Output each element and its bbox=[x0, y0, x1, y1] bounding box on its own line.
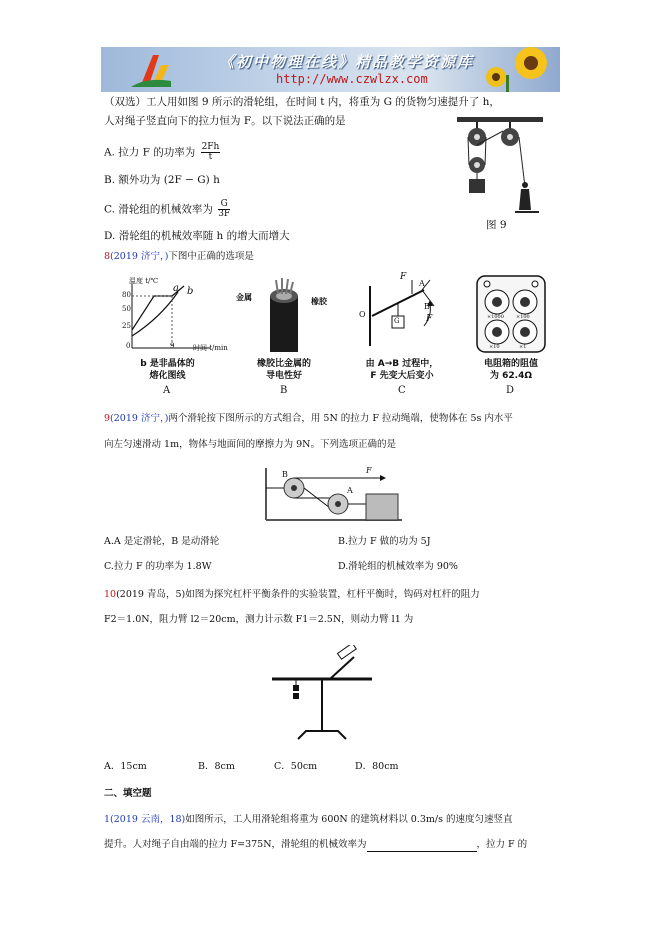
q1-source: (2019 云南，18) bbox=[110, 814, 186, 825]
pulley-stem-line1: （双选）工人用如图 9 所示的滑轮组，在时间 t 内，将重为 G 的货物匀速提升了 h， bbox=[104, 96, 500, 108]
q1-line2-part2: ，拉力 F 的 bbox=[476, 839, 528, 850]
q8-source: (2019 济宁，) bbox=[110, 251, 169, 262]
banner-url[interactable]: http://www.czwlzx.com bbox=[276, 72, 428, 86]
worker-icon bbox=[515, 182, 539, 212]
fig-c-caption-line2: F 先变大后变小 bbox=[370, 371, 434, 381]
q9-option-d: D.滑轮组的机械效率为 90% bbox=[338, 561, 458, 572]
option-a-prefix: A. 拉力 F 的功率为 bbox=[104, 146, 196, 159]
q9-source: (2019 济宁，) bbox=[110, 413, 169, 424]
fig-c-caption-line1: 由 A→B 过程中， bbox=[365, 359, 439, 369]
q10-line1: 如图为探究杠杆平衡条件的实验装置，杠杆平衡时，钩码对杠杆的阻力 bbox=[185, 589, 480, 600]
q9-fig-label-b: B bbox=[282, 470, 288, 479]
header-banner bbox=[101, 47, 560, 92]
pulley-option-c bbox=[104, 200, 232, 219]
pulley-option-a bbox=[104, 143, 222, 162]
q10-number: 10 bbox=[104, 589, 117, 600]
fig-a-caption bbox=[120, 358, 215, 382]
option-a-numerator: 2Fh bbox=[201, 142, 220, 152]
fig-d-caption bbox=[469, 358, 553, 382]
q10-source: (2019 青岛，5) bbox=[116, 589, 186, 600]
q1-line1: 如图所示，工人用滑轮组将重为 600N 的建筑材料以 0.3m/s 的速度匀速竖直 bbox=[185, 814, 513, 825]
knob-label: ×1000 bbox=[487, 314, 504, 320]
q1-number: 1 bbox=[104, 814, 111, 825]
fig-a-caption-line1: b 是非晶体的 bbox=[140, 359, 195, 369]
pulley-stem-line2: 人对绳子竖直向下的拉力恒为 F。以下说法正确的是 bbox=[104, 115, 346, 127]
q9-option-c: C.拉力 F 的功率为 1.8W bbox=[104, 561, 212, 572]
q10-header bbox=[104, 588, 480, 602]
fig-b-caption-line1: 橡胶比金属的 bbox=[256, 359, 311, 369]
q10-line2: F2＝1.0N，阻力臂 l2＝20cm，测力计示数 F1＝2.5N，则动力臂 l1 为 bbox=[104, 614, 414, 625]
fig-c-label-f2: F bbox=[426, 314, 433, 324]
fig-a-letter: A bbox=[163, 385, 171, 396]
fig-a-curve-a: a bbox=[173, 283, 179, 294]
option-c-numerator: G bbox=[218, 200, 230, 210]
fig-d-letter: D bbox=[506, 385, 515, 396]
section-heading: 二、填空题 bbox=[104, 788, 152, 799]
knob-label: ×100 bbox=[516, 314, 530, 320]
pulley-option-d: D. 滑轮组的机械效率随 h 的增大而增大 bbox=[104, 230, 290, 242]
knob-icon bbox=[513, 290, 537, 314]
q10-option-b: B．8cm bbox=[198, 761, 235, 772]
option-c-denominator: 3F bbox=[218, 209, 231, 219]
pulley-option-b: B. 额外功为 (2F − G) h bbox=[104, 174, 220, 186]
fig-b-caption-line2: 导电性好 bbox=[265, 371, 302, 381]
q1-header bbox=[104, 813, 512, 827]
fig-c-caption bbox=[352, 358, 452, 382]
q9-fig-label-a: A bbox=[347, 486, 353, 495]
option-c-prefix: C. 滑轮组的机械效率为 bbox=[104, 203, 213, 216]
q10-option-a: A．15cm bbox=[104, 761, 147, 772]
fig-b-cable-diagram bbox=[260, 276, 310, 356]
logo-icon bbox=[131, 55, 171, 87]
fig-c-letter: C bbox=[398, 385, 406, 396]
option-a-denominator: t bbox=[208, 152, 213, 162]
fig-a-ytick: 80 bbox=[122, 291, 131, 299]
fig-b-caption bbox=[244, 358, 324, 382]
fig-d-caption-line1: 电阻箱的阻值 bbox=[483, 359, 538, 369]
banner-title: 《初中物理在线》精品教学资源库 bbox=[219, 53, 475, 71]
q8-number: 8 bbox=[104, 251, 111, 262]
figure-9-label: 图 9 bbox=[486, 219, 507, 231]
fig-a-caption-line2: 熔化图线 bbox=[149, 371, 186, 381]
fig-c-label-f1: F bbox=[400, 272, 407, 282]
sunflower-icon bbox=[486, 47, 547, 92]
q9-option-b: B.拉力 F 做的功为 5J bbox=[338, 536, 431, 547]
answer-blank[interactable] bbox=[367, 841, 477, 852]
option-a-fraction bbox=[201, 143, 221, 162]
fig-a-ytick: 25 bbox=[122, 322, 131, 330]
fig-d-resistance-box bbox=[475, 274, 547, 354]
fig-c-label-g: G bbox=[394, 317, 400, 325]
q1-line2-part1: 提升。人对绳子自由端的拉力 F=375N，滑轮组的机械效率为 bbox=[104, 839, 367, 850]
fig-b-label-metal: 金属 bbox=[236, 293, 252, 302]
q9-option-a: A.A 是定滑轮，B 是动滑轮 bbox=[104, 536, 220, 547]
q8-text: 下图中正确的选项是 bbox=[168, 251, 254, 262]
knob-icon bbox=[513, 320, 537, 344]
q10-lever-diagram bbox=[268, 645, 378, 745]
knob-label: ×10 bbox=[489, 344, 500, 350]
fig-a-xtick: 9 bbox=[170, 342, 175, 350]
q10-option-c: C．50cm bbox=[274, 761, 318, 772]
fig-a-ytick: 50 bbox=[122, 305, 131, 313]
fig-d-caption-line2: 为 62.4Ω bbox=[490, 371, 532, 381]
q9-line1: 两个滑轮按下图所示的方式组合，用 5N 的拉力 F 拉动绳端，使物体在 5s 内水平 bbox=[168, 413, 513, 424]
fig-a-ylabel: 温度 t/℃ bbox=[129, 277, 159, 285]
fig-c-label-o: O bbox=[359, 310, 366, 319]
knob-label: ×1 bbox=[519, 344, 527, 350]
fig-a-xlabel: 时间 t/min bbox=[193, 344, 228, 352]
q9-line2: 向左匀速滑动 1m，物体与地面间的摩擦力为 9N。下列选项正确的是 bbox=[104, 439, 396, 450]
q9-header bbox=[104, 412, 513, 426]
knob-icon bbox=[485, 320, 509, 344]
fig-b-label-rubber: 橡胶 bbox=[311, 297, 327, 306]
fig-c-label-b: B bbox=[424, 302, 430, 311]
q9-number: 9 bbox=[104, 413, 111, 424]
knob-icon bbox=[485, 290, 509, 314]
q8-header bbox=[104, 250, 254, 264]
fig-b-letter: B bbox=[280, 385, 288, 396]
q1-line2 bbox=[104, 838, 527, 852]
fig-c-label-a: A bbox=[419, 279, 425, 288]
option-c-fraction bbox=[218, 200, 230, 219]
q9-fig-label-f: F bbox=[366, 466, 372, 475]
q10-option-d: D．80cm bbox=[355, 761, 399, 772]
fig-a-ytick: 0 bbox=[126, 342, 131, 350]
figure-9-pulley-diagram bbox=[455, 115, 545, 220]
fig-a-curve-b: b bbox=[187, 286, 194, 297]
